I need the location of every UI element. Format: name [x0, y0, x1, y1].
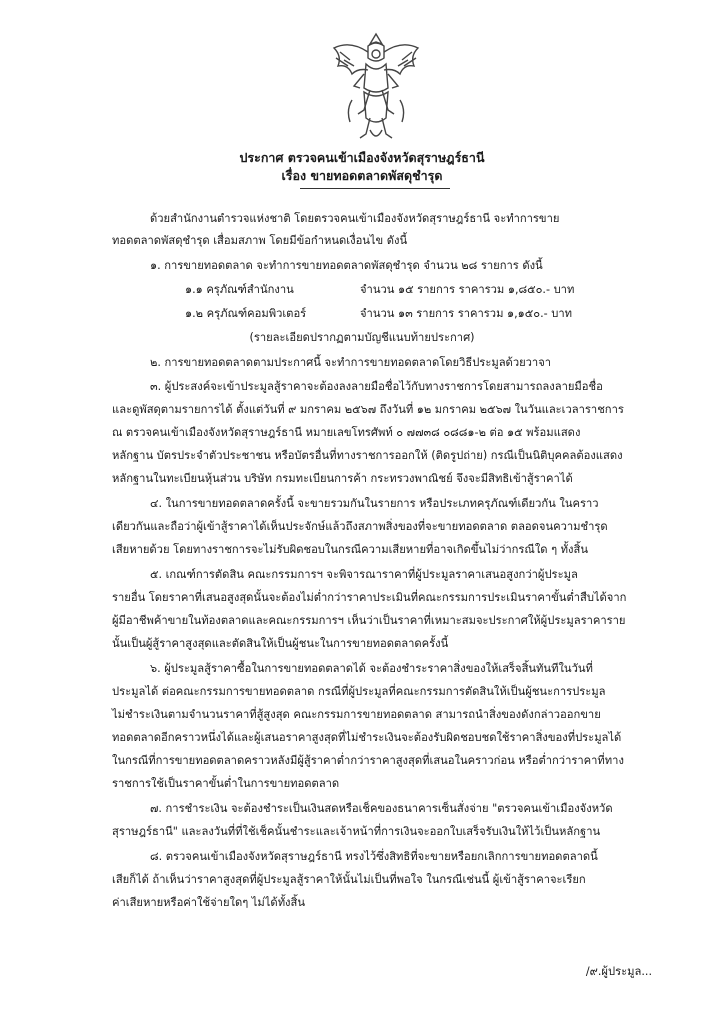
intro-line-2: ทอดตลาดพัสดุชำรุด เสื่อมสภาพ โดยมีข้อกำหนดเงื่อนไข ดังนี้: [112, 234, 408, 247]
item-6-line-1: ๖. ผู้ประมูลสู้ราคาซื้อในการขายทอดตลาดได้ จะต้องชำระราคาสิ่งของให้เสร็จสิ้นทันทีในวันที่: [150, 662, 593, 675]
item-4-line-3: เสียหายด้วย โดยทางราชการจะไม่รับผิดชอบในกรณีความเสียหายที่อาจเกิดขึ้นไม่ว่ากรณีใด ๆ ทั้งสิ้น: [112, 543, 588, 556]
item-4-line-1: ๔. ในการขายทอดตลาดครั้งนี้ จะขายรวมกันในรายการ หรือประเภทครุภัณฑ์เดียวกัน ในคราว: [150, 497, 599, 510]
page-continuation: /๙.ผู้ประมูล...: [585, 965, 652, 978]
item-7-line-1: ๗. การชำระเงิน จะต้องชำระเป็นเงินสดหรือเช็คของธนาคารเซ็นสั่งจ่าย "ตรวจคนเข้าเมืองจังหวัด: [150, 802, 613, 815]
sub-item-2-amount: จำนวน ๑๓ รายการ ราคารวม ๑,๑๕๐.- บาท: [360, 307, 572, 320]
announcement-subject: เรื่อง ขายทอดตลาดพัสดุชำรุด: [281, 168, 443, 183]
sub-item-1-amount: จำนวน ๑๕ รายการ ราคารวม ๑,๘๕๐.- บาท: [360, 283, 575, 296]
item-1: ๑. การขายทอดตลาด จะทำการขายทอดตลาดพัสดุชำรุด จำนวน ๒๘ รายการ ดังนี้: [150, 259, 543, 272]
item-8-line-2: เสียก็ได้ ถ้าเห็นว่าราคาสูงสุดที่ผู้ประมูลสู้ราคาให้นั้นไม่เป็นที่พอใจ ในกรณีเช่นนี้ ผู้เข้าสู้ราคาจะเรียก: [112, 873, 586, 886]
item-8-line-1: ๘. ตรวจคนเข้าเมืองจังหวัดสุราษฎร์ธานี ทรงไว้ซึ่งสิทธิที่จะขายหรือยกเลิกการขายทอดตลาดนี้: [150, 850, 598, 863]
item-5-line-1: ๕. เกณฑ์การตัดสิน คณะกรรมการฯ จะพิจารณาราคาที่ผู้ประมูลราคาเสนอสูงกว่าผู้ประมูล: [150, 568, 578, 581]
item-8-line-3: ค่าเสียหายหรือค่าใช้จ่ายใดๆ ไม่ได้ทั้งสิ้น: [112, 896, 306, 909]
item-6-line-3: ไม่ชำระเงินตามจำนวนราคาที่สู้สูงสุด คณะกรรมการขายทอดตลาด สามารถนำสิ่งของดังกล่าวออกขาย: [112, 708, 601, 721]
sub-item-2-label: ๑.๒ ครุภัณฑ์คอมพิวเตอร์: [185, 307, 307, 320]
item-3-line-2: และดูพัสดุตามรายการได้ ตั้งแต่วันที่ ๙ มกราคม ๒๕๖๗ ถึงวันที่ ๑๒ มกราคม ๒๕๖๗ ในวันและเวลาราชการ: [112, 403, 624, 416]
intro-line-1: ด้วยสำนักงานตำรวจแห่งชาติ โดยตรวจคนเข้าเมืองจังหวัดสุราษฎร์ธานี จะทำการขาย: [150, 212, 560, 225]
sub-item-1-label: ๑.๑ ครุภัณฑ์สำนักงาน: [185, 283, 294, 296]
item-6-line-2: ประมูลได้ ต่อคณะกรรมการขายทอดตลาด กรณีที่ผู้ประมูลที่คณะกรรมการตัดสินให้เป็นผู้ชนะการประมูล: [112, 685, 606, 698]
garuda-emblem: [330, 30, 422, 146]
item-5-line-3: ผู้มีอาชีพค้าขายในท้องตลาดและคณะกรรมการฯ เห็นว่าเป็นราคาที่เหมาะสมจะประกาศให้ผู้ประมูลราคาราย: [112, 614, 626, 627]
item-3-line-5: หลักฐานในทะเบียนหุ้นส่วน บริษัท กรมทะเบียนการค้า กระทรวงพาณิชย์ จึงจะมีสิทธิเข้าสู้ราคาได้: [112, 472, 573, 485]
item-3-line-3: ณ ตรวจคนเข้าเมืองจังหวัดสุราษฎร์ธานี หมายเลขโทรศัพท์ ๐ ๗๗๓๘ ๐๘๘๑-๒ ต่อ ๑๕ พร้อมแสดง: [112, 426, 581, 439]
item-3-line-1: ๓. ผู้ประสงค์จะเข้าประมูลสู้ราคาจะต้องลงลายมือชื่อไว้กับทางราชการโดยสามารถลงลายมือชื่อ: [150, 380, 603, 393]
item-6-line-4: ทอดตลาดอีกคราวหนึ่งได้และผู้เสนอราคาสูงสุดที่ไม่ชำระเงินจะต้องรับผิดชอบชดใช้ราคาสิ่งของที่ประมูลได้: [112, 731, 622, 744]
item-6-line-6: ราชการใช้เป็นราคาขั้นต่ำในการขายทอดตลาด: [112, 777, 340, 790]
item-6-line-5: ในกรณีที่การขายทอดตลาดคราวหลังมีผู้สู้ราคาต่ำกว่าราคาสูงสุดที่เสนอในคราวก่อน หรือต่ำกว่าราคาที่ทาง: [112, 754, 624, 767]
item-3-line-4: หลักฐาน บัตรประจำตัวประชาชน หรือบัตรอื่นที่ทางราชการออกให้ (ติดรูปถ่าย) กรณีเป็นนิติบุคคลต้องแสดง: [112, 449, 623, 462]
item-2: ๒. การขายทอดตลาดตามประกาศนี้ จะทำการขายทอดตลาดโดยวิธีประมูลด้วยวาจา: [150, 356, 552, 369]
title-divider: [300, 188, 450, 189]
item-5-line-4: นั้นเป็นผู้สู้ราคาสูงสุดและตัดสินให้เป็นผู้ชนะในการขายทอดตลาดครั้งนี้: [112, 637, 449, 650]
appendix-note: (รายละเอียดปรากฏตามบัญชีแนบท้ายประกาศ): [249, 331, 475, 344]
item-5-line-2: รายอื่น โดยราคาที่เสนอสูงสุดนั้นจะต้องไม่ต่ำกว่าราคาประเมินที่คณะกรรมการประเมินราคาขั้นต่ำสืบได้จาก: [112, 591, 627, 604]
item-4-line-2: เดียวกันและถือว่าผู้เข้าสู้ราคาได้เห็นประจักษ์แล้วถึงสภาพสิ่งของที่จะขายทอดตลาด ตลอดจนความชำรุด: [112, 520, 608, 533]
item-7-line-2: สุราษฎร์ธานี" และลงวันที่ที่ใช้เช็คนั้นชำระและเจ้าหน้าที่การเงินจะออกใบเสร็จรับเงินให้ไว้เป็นหลักฐาน: [112, 825, 601, 838]
announcement-title: ประกาศ ตรวจคนเข้าเมืองจังหวัดสุราษฎร์ธานี: [239, 150, 485, 165]
